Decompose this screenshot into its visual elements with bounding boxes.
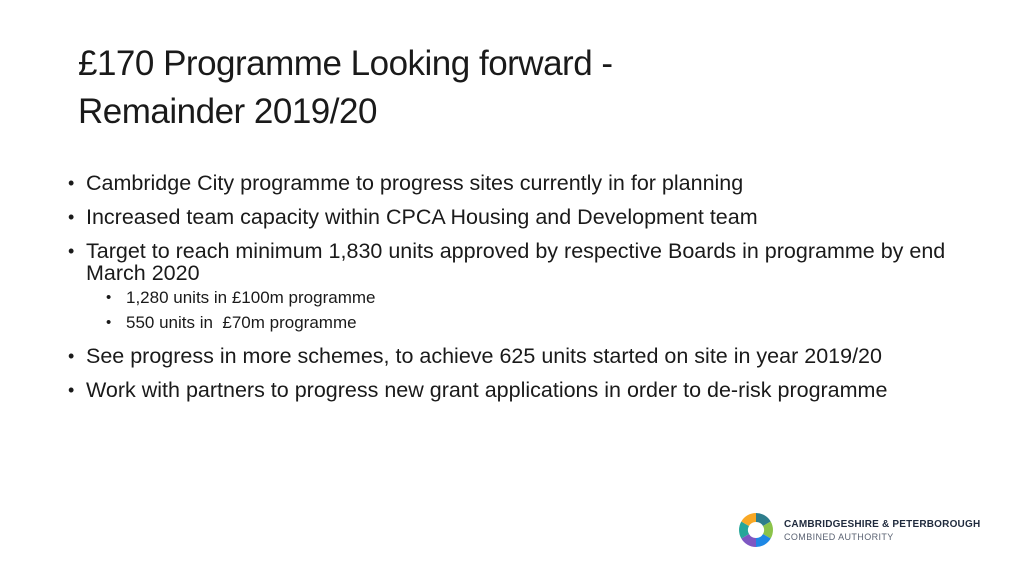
authority-logo (736, 510, 980, 550)
logo-name: CAMBRIDGESHIRE & PETERBOROUGH (784, 518, 981, 530)
bullet-item (68, 345, 948, 367)
bullet-item (68, 206, 948, 228)
title-line-1: £170 Programme Looking forward - (78, 44, 613, 83)
bullet-item (68, 172, 948, 194)
bullet-text: Target to reach minimum 1,830 units approved by respective Boards in programme by end March 2020 (86, 239, 946, 285)
sub-bullet-text: 550 units in £70m programme (126, 313, 357, 332)
sub-bullet-item (106, 288, 948, 308)
bullet-text: Increased team capacity within CPCA Housing and Development team (86, 205, 758, 229)
bullet-item (68, 240, 948, 333)
logo-text (784, 518, 980, 543)
bullet-text: Cambridge City programme to progress sites currently in for planning (86, 171, 744, 195)
title-line-2: Remainder 2019/20 (78, 92, 377, 131)
bullet-item (68, 379, 948, 401)
bullet-list (68, 172, 948, 413)
bullet-text: Work with partners to progress new grant applications in order to de-risk programme (86, 378, 888, 402)
sub-bullet-text: 1,280 units in £100m programme (126, 288, 376, 307)
sub-bullet-item (106, 313, 948, 333)
sub-bullet-list (86, 288, 948, 333)
authority-logo-icon (736, 510, 776, 550)
logo-subtitle: COMBINED AUTHORITY (784, 531, 894, 542)
slide-title (78, 40, 958, 136)
bullet-text: See progress in more schemes, to achieve 625 units started on site in year 2019/20 (86, 344, 882, 368)
